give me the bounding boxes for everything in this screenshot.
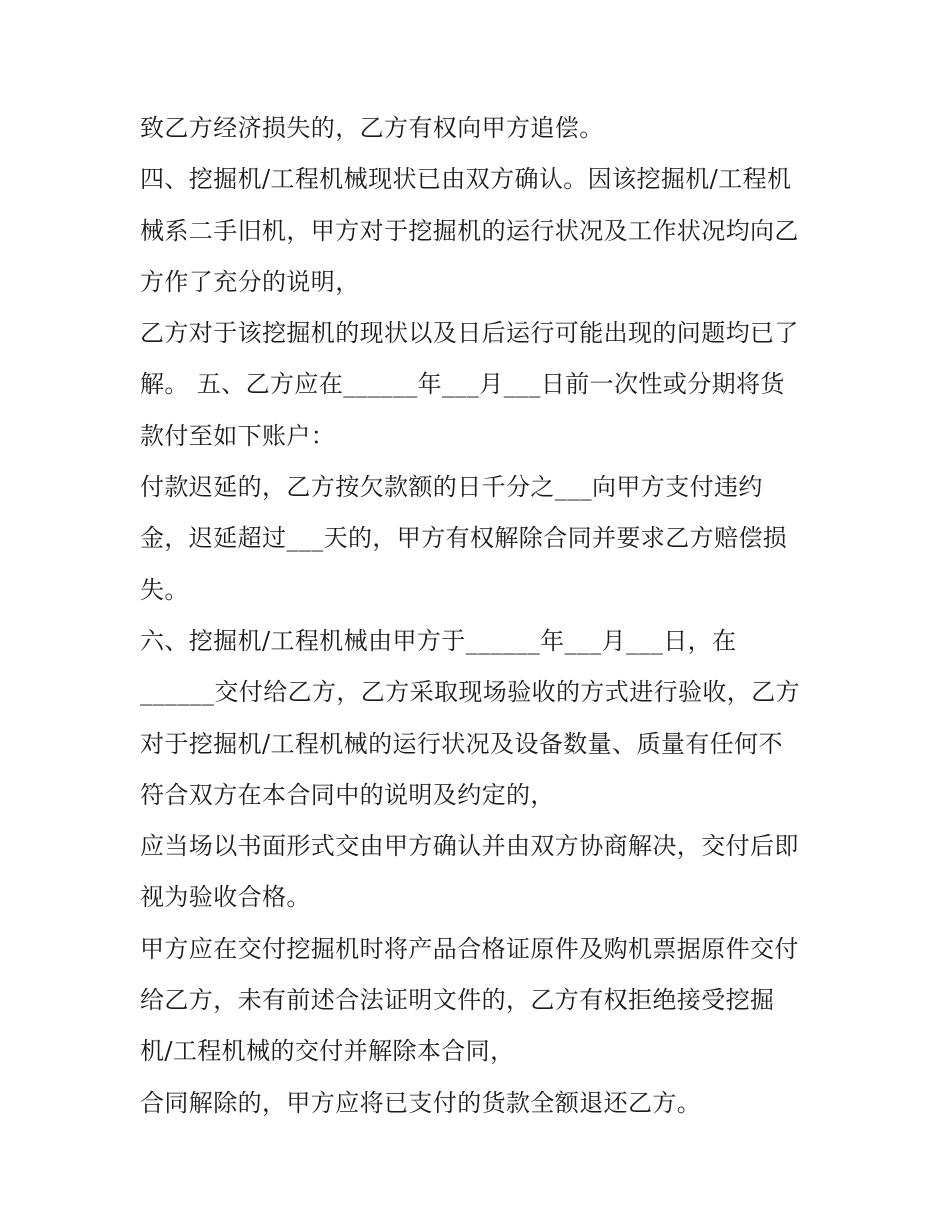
text-line: 机/工程机械的交付并解除本合同， bbox=[140, 1037, 515, 1066]
text-line: 械系二手旧机，甲方对于挖掘机的运行状况及工作状况均向乙 bbox=[140, 216, 799, 245]
text-line: 致乙方经济损失的，乙方有权向甲方追偿。 bbox=[140, 114, 604, 142]
text-line: 视为验收合格。 bbox=[140, 883, 311, 912]
text-line: 付款迟延的，乙方按欠款额的日千分之___向甲方支付违约 bbox=[140, 473, 763, 502]
text-line: ______交付给乙方，乙方采取现场验收的方式进行验收，乙方 bbox=[140, 678, 800, 707]
text-line: 金，迟延超过___天的，甲方有权解除合同并要求乙方赔偿损 bbox=[140, 524, 788, 553]
text-line: 合同解除的，甲方应将已支付的货款全额退还乙方。 bbox=[140, 1088, 702, 1117]
text-line: 四、挖掘机/工程机械现状已由双方确认。因该挖掘机/工程机 bbox=[140, 165, 792, 194]
text-line: 六、挖掘机/工程机械由甲方于______年___月___日，在 bbox=[140, 626, 737, 655]
contract-text-block bbox=[140, 103, 830, 1129]
text-line: 给乙方，未有前述合法证明文件的，乙方有权拒绝接受挖掘 bbox=[140, 986, 775, 1015]
text-line: 对于挖掘机/工程机械的运行状况及设备数量、质量有任何不 bbox=[140, 729, 783, 758]
text-line: 款付至如下账户： bbox=[140, 421, 336, 450]
text-line: 乙方对于该挖掘机的现状以及日后运行可能出现的问题均已了 bbox=[140, 319, 799, 348]
text-line: 方作了充分的说明， bbox=[140, 267, 360, 296]
text-line: 解。 五、乙方应在______年___月___日前一次性或分期将货 bbox=[140, 370, 785, 399]
text-line: 失。 bbox=[140, 575, 189, 604]
text-line: 甲方应在交付挖掘机时将产品合格证原件及购机票据原件交付 bbox=[140, 934, 799, 963]
text-line: 符合双方在本合同中的说明及约定的， bbox=[140, 780, 555, 809]
text-line: 应当场以书面形式交由甲方确认并由双方协商解决，交付后即 bbox=[140, 832, 799, 861]
